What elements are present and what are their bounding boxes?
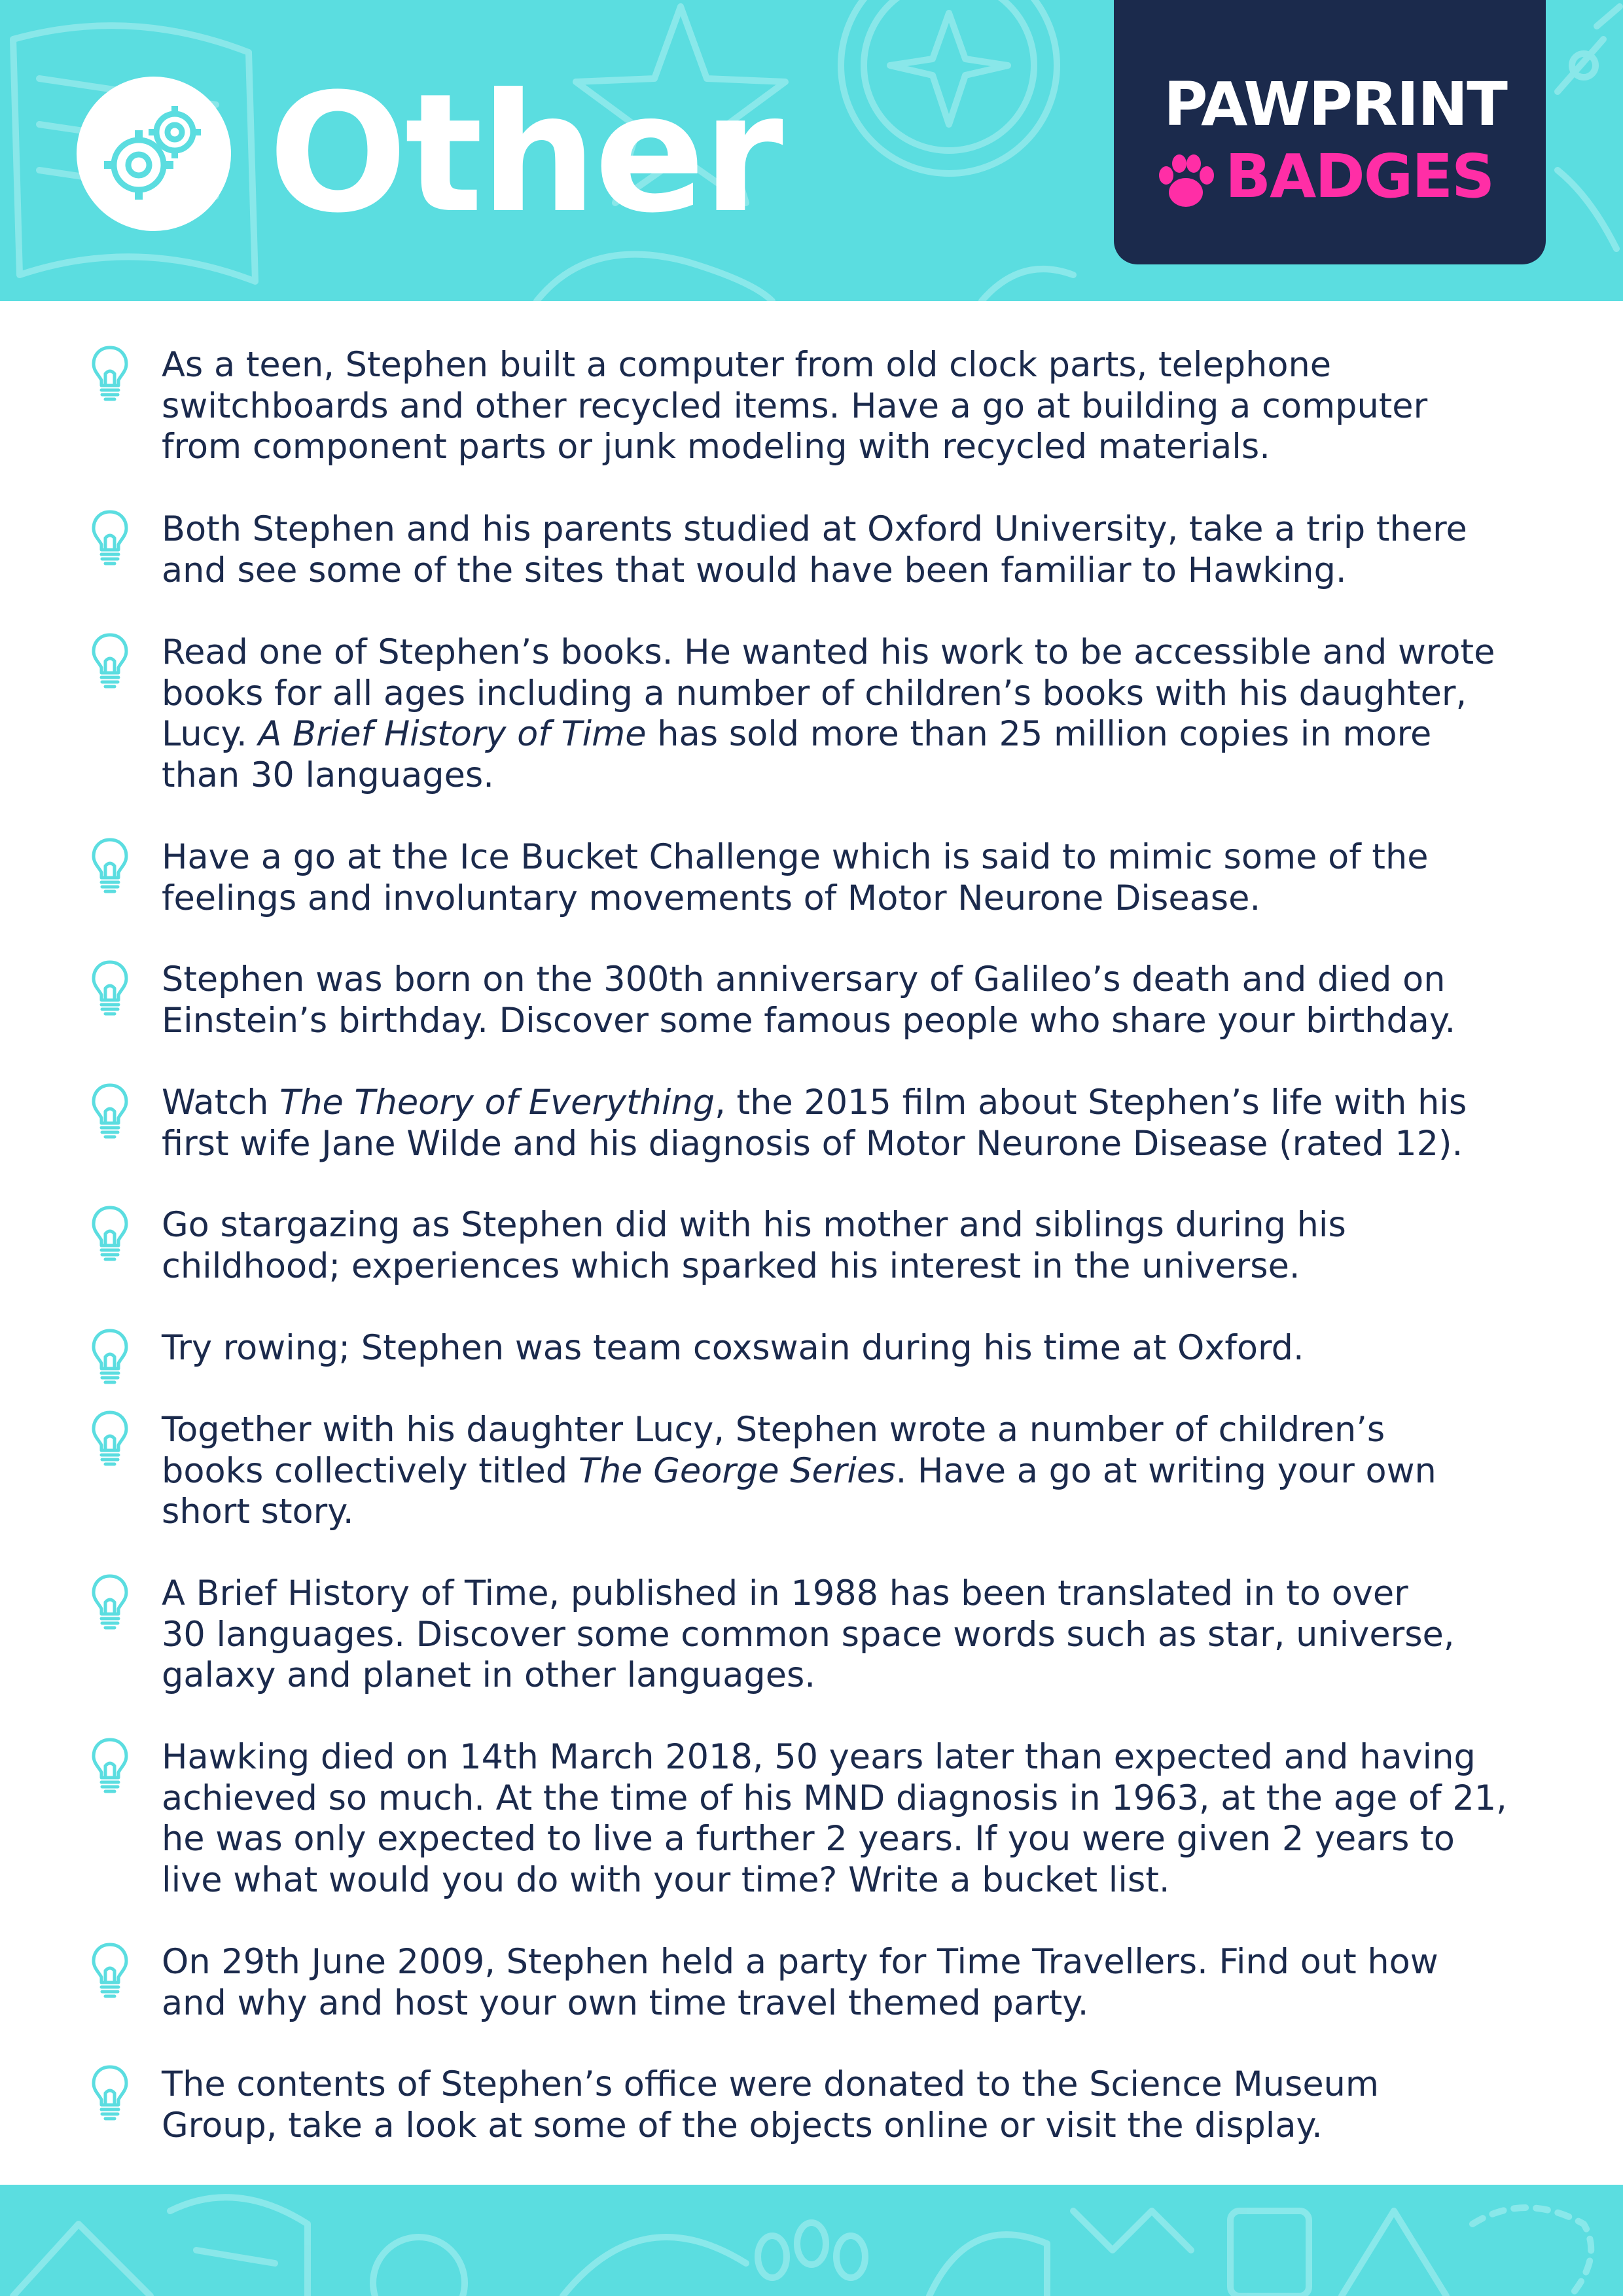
lightbulb-icon	[90, 632, 130, 691]
lightbulb-icon	[90, 837, 130, 896]
footer-doodle-pattern	[0, 2185, 1623, 2296]
footer-banner	[0, 2185, 1623, 2296]
item-text: As a teen, Stephen built a computer from old clock parts, telephone switchboards and other recycled items. Have a go at building a computer from component parts or junk modeling with recycled materials.	[162, 345, 1428, 467]
lightbulb-icon	[90, 1737, 130, 1796]
lightbulb-icon	[90, 2064, 130, 2123]
gears-icon	[77, 77, 231, 231]
lightbulb-icon	[90, 1410, 130, 1469]
item-text: Hawking died on 14th March 2018, 50 years later than expected and having achieved so much. At the time of his MND diagnosis in 1963, at the age of 21, he was only expected to live a further 2 years. If you were given 2 years to live what would you do with your time? Write a bucket list.	[162, 1737, 1507, 1900]
header-banner	[0, 0, 1623, 301]
logo-wordmark-top: PAWPRINT	[1164, 69, 1507, 139]
item-text: Both Stephen and his parents studied at Oxford University, take a trip there and see some of the sites that would have been familiar to Hawking.	[162, 509, 1467, 590]
paw-print-icon	[1153, 152, 1219, 211]
lightbulb-icon	[90, 1942, 130, 2001]
lightbulb-icon	[90, 960, 130, 1018]
item-text: Together with his daughter Lucy, Stephen wrote a number of children’s books collectively titled The George Series. Have a go at writing your own short story.	[162, 1410, 1436, 1532]
item-text: Try rowing; Stephen was team coxswain during his time at Oxford.	[162, 1328, 1304, 1368]
item-text: Read one of Stephen’s books. He wanted his work to be accessible and wrote books for all ages including a number of children’s books with his daughter, Lucy. A Brief History of Time has sold more than 25 million copies in more than 30 languages.	[162, 632, 1495, 795]
item-text: Stephen was born on the 300th anniversary of Galileo’s death and died on Einstein’s birthday. Discover some famous people who share your birthday.	[162, 960, 1456, 1041]
item-text: The contents of Stephen’s office were donated to the Science Museum Group, take a look at some of the objects online or visit the display.	[162, 2064, 1380, 2145]
lightbulb-icon	[90, 1205, 130, 1264]
item-text: On 29th June 2009, Stephen held a party for Time Travellers. Find out how and why and host your own time travel themed party.	[162, 1942, 1438, 2023]
item-text: Go stargazing as Stephen did with his mother and siblings during his childhood; experiences which sparked his interest in the universe.	[162, 1205, 1346, 1286]
item-text: Have a go at the Ice Bucket Challenge which is said to mimic some of the feelings and involuntary movements of Motor Neurone Disease.	[162, 837, 1429, 918]
logo-wordmark-bottom: BADGES	[1225, 141, 1494, 211]
lightbulb-icon	[90, 1573, 130, 1632]
lightbulb-icon	[90, 1083, 130, 1141]
lightbulb-icon	[90, 509, 130, 568]
lightbulb-icon	[90, 1328, 130, 1387]
page-title: Other	[268, 58, 781, 249]
item-text: A Brief History of Time, published in 1988 has been translated in to over 30 languages. Discover some common space words such as star, universe, galaxy and planet in other languages.	[162, 1573, 1455, 1695]
item-text: Watch The Theory of Everything, the 2015 film about Stephen’s life with his first wife Jane Wilde and his diagnosis of Motor Neurone Disease (rated 12).	[162, 1083, 1467, 1164]
lightbulb-icon	[90, 345, 130, 404]
pawprint-badges-logo	[1114, 0, 1546, 264]
